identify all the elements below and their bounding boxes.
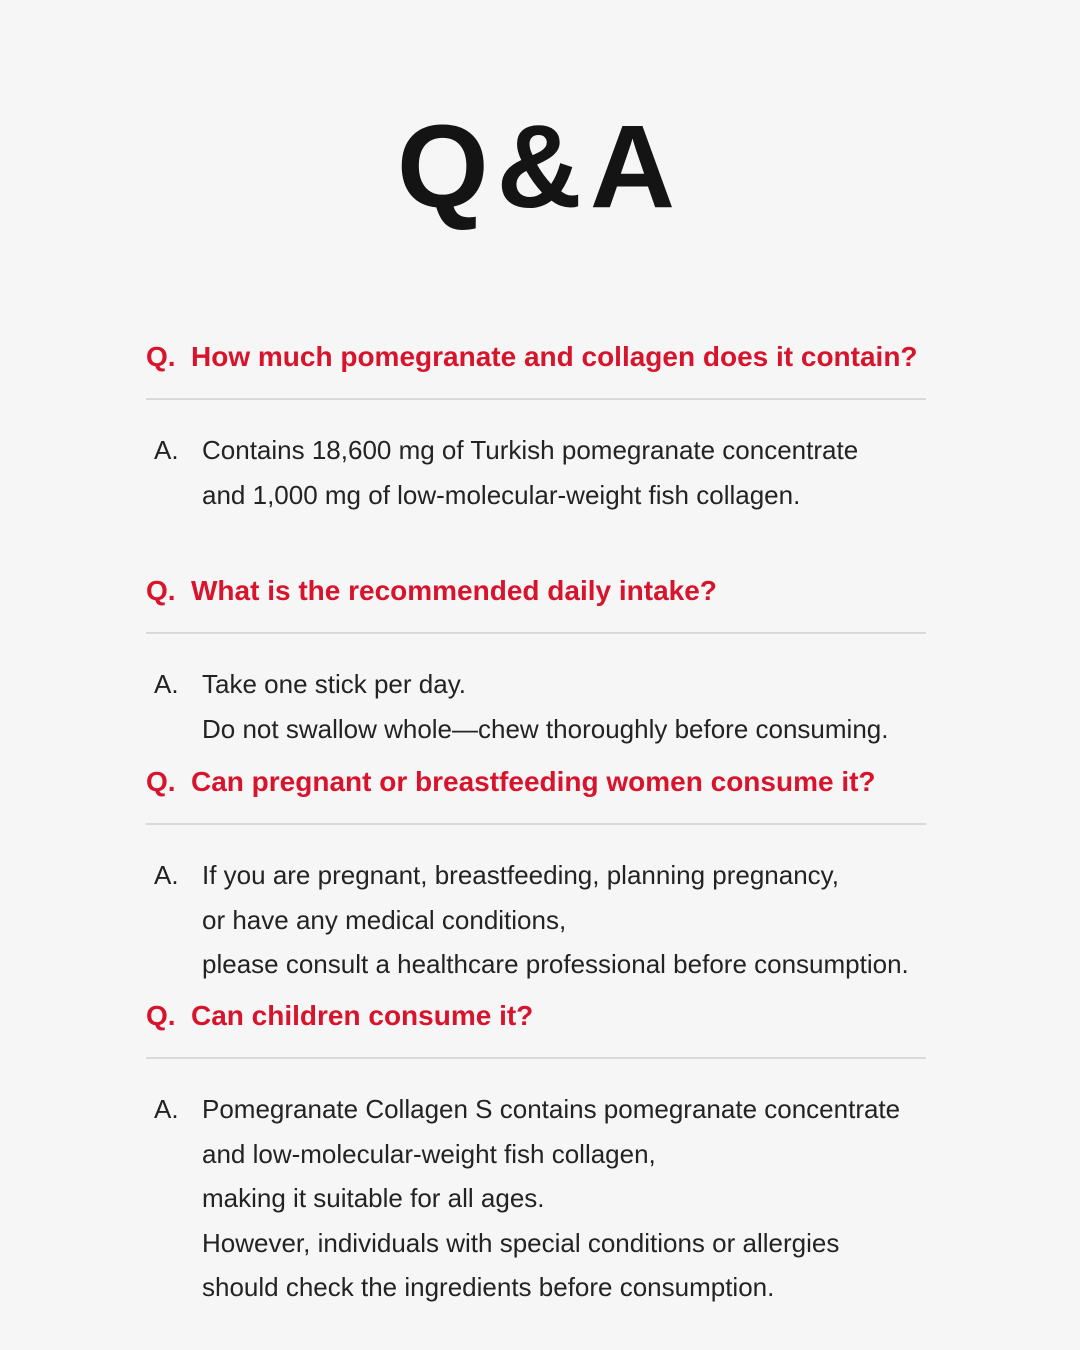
answer-line: and low-molecular-weight fish collagen, xyxy=(202,1138,656,1169)
answer-line: should check the ingredients before consumption. xyxy=(202,1272,775,1302)
answer-prefix: A. xyxy=(154,669,179,699)
answer-line: If you are pregnant, breastfeeding, planning pregnancy, xyxy=(202,860,839,890)
answer-block xyxy=(154,662,966,751)
faq-item-2 xyxy=(146,571,966,751)
question-prefix: Q. xyxy=(146,575,176,606)
faq-item-1 xyxy=(146,337,966,517)
answer-block xyxy=(154,1087,966,1310)
answer-prefix: A. xyxy=(154,435,179,465)
answer-block xyxy=(154,853,966,987)
question-row xyxy=(146,571,966,611)
question-prefix: Q. xyxy=(146,1000,176,1031)
answer-line: making it suitable for all ages. xyxy=(202,1183,545,1213)
divider xyxy=(146,398,926,400)
divider xyxy=(146,1057,926,1059)
answer-prefix: A. xyxy=(154,1094,179,1124)
question-text: Can children consume it? xyxy=(191,1000,534,1031)
answer-line: Contains 18,600 mg of Turkish pomegranate concentrate xyxy=(202,435,859,465)
question-text: How much pomegranate and collagen does it contain? xyxy=(191,341,918,372)
faq-item-4 xyxy=(146,996,966,1310)
page-title: Q&A xyxy=(396,101,684,233)
question-prefix: Q. xyxy=(146,341,176,372)
question-row xyxy=(146,337,966,377)
question-row xyxy=(146,762,966,802)
answer-line: or have any medical conditions, xyxy=(202,904,567,935)
answer-text xyxy=(202,853,909,987)
answer-line: please consult a healthcare professional before consumption. xyxy=(202,949,909,979)
question-text: Can pregnant or breastfeeding women consume it? xyxy=(191,766,876,797)
answer-text xyxy=(202,428,858,517)
answer-line: However, individuals with special conditions or allergies xyxy=(202,1227,840,1258)
answer-line: Do not swallow whole—chew thoroughly before consuming. xyxy=(202,713,889,744)
divider xyxy=(146,632,926,634)
answer-line: Pomegranate Collagen S contains pomegranate concentrate xyxy=(202,1094,901,1124)
question-prefix: Q. xyxy=(146,766,176,797)
answer-line: and 1,000 mg of low-molecular-weight fish collagen. xyxy=(202,479,801,510)
answer-line: Take one stick per day. xyxy=(202,669,466,699)
answer-block xyxy=(154,428,966,517)
answer-text xyxy=(202,662,888,751)
faq-item-3 xyxy=(146,762,966,987)
question-text: What is the recommended daily intake? xyxy=(191,575,717,606)
answer-text xyxy=(202,1087,900,1310)
divider xyxy=(146,823,926,825)
answer-prefix: A. xyxy=(154,860,179,890)
question-row xyxy=(146,996,966,1036)
